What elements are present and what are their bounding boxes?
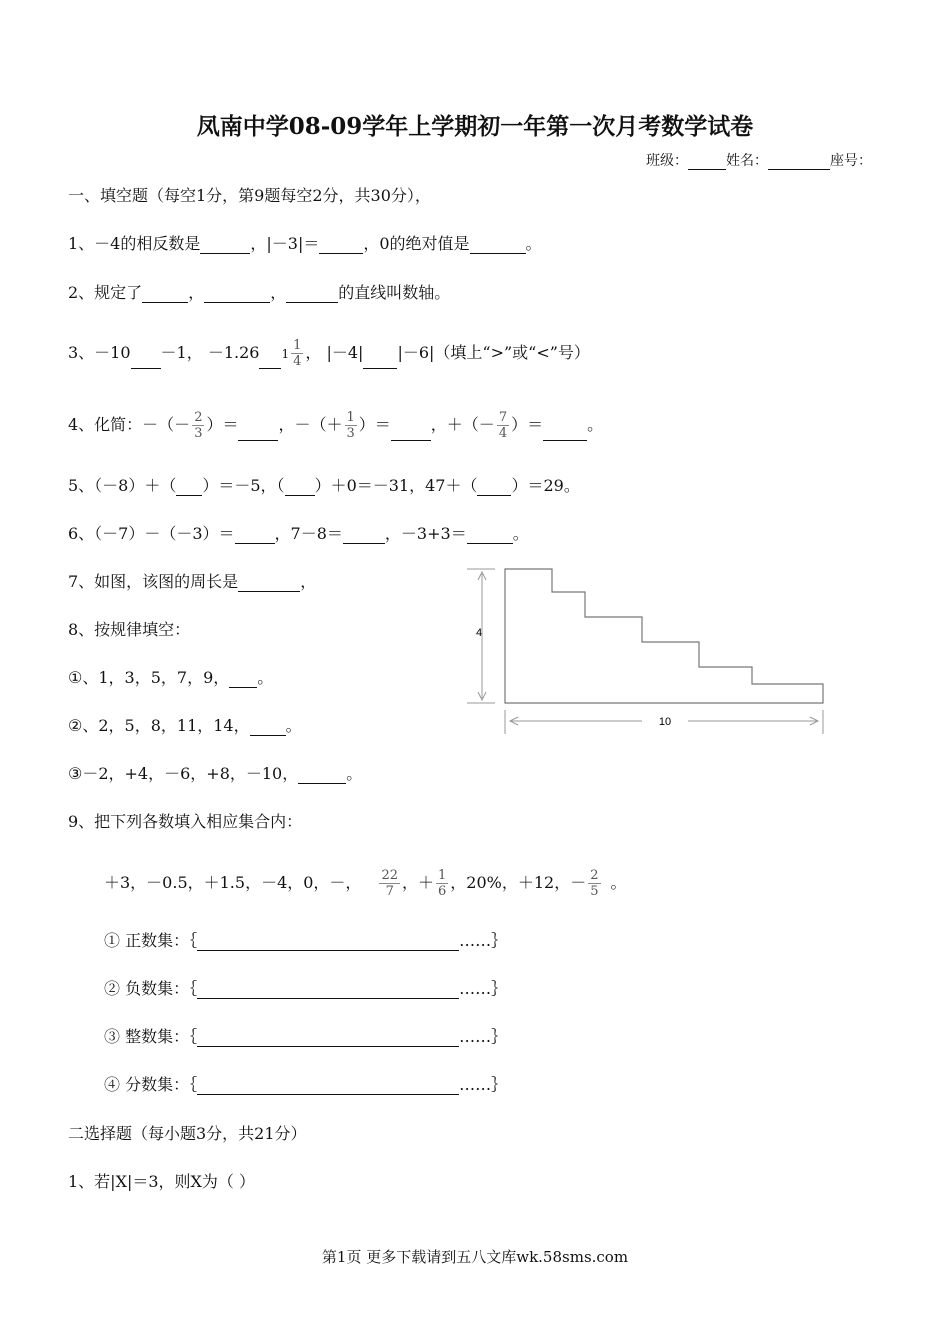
section2-heading: 二选择题（每小题3分，共21分） [68, 1124, 307, 1143]
fraction: $\frac{22}{7}$ [381, 868, 398, 899]
question-3: 3、－10 －1， －1.26 1 $\frac{1}{4}$ ， |－4| |－6|（填上“>”或“<”号） [68, 338, 590, 369]
class-label: 班级： [646, 153, 688, 169]
set-integer: ③ 整数集：｛ ……｝ [104, 1027, 508, 1046]
set-negative: ② 负数集：｛ ……｝ [104, 979, 508, 998]
question-9-numbers: ＋3，－0.5，＋1.5，－4，0，－， $\frac{22}{7}$ ，＋ $\frac{1}{6}$ ，20%，＋12，－ $\frac{2}{5}$ 。 [104, 868, 627, 899]
staircase-shape [505, 569, 823, 703]
fraction: $\frac{7}{4}$ [498, 410, 508, 441]
width-label: 10 [658, 716, 672, 728]
fraction: $\frac{1}{6}$ [438, 868, 447, 899]
height-label: 4 [475, 627, 483, 639]
name-blank [768, 153, 830, 170]
question-9-heading: 9、把下列各数填入相应集合内： [68, 812, 303, 831]
question-4: 4、化简：－（－ $\frac{2}{3}$ ）＝ ，－（＋ $\frac{1}{3}$ ）＝ ，＋（－ $\frac{7}{4}$ ）＝ 。 [68, 410, 604, 441]
question-6: 6、（－7）－（－3）＝ ，7－8＝ ，－3+3＝ 。 [68, 524, 529, 543]
student-info [646, 150, 872, 170]
question-8-heading: 8、按规律填空： [68, 620, 191, 639]
class-blank [688, 153, 726, 170]
question-2: 2、规定了 ， ， 的直线叫数轴。 [68, 283, 451, 302]
question-8-seq3: ③－2，+4，－6，+8，－10， 。 [68, 764, 363, 783]
staircase-figure [462, 562, 832, 740]
set-positive: ① 正数集：｛ ……｝ [104, 931, 508, 950]
set-fraction: ④ 分数集：｛ ……｝ [104, 1075, 508, 1094]
question-1: 1、－4的相反数是 ，|－3|＝ ，0的绝对值是 。 [68, 234, 542, 253]
fraction: $\frac{1}{3}$ [346, 410, 355, 441]
question-8-seq1: ①、1，3，5，7，9， 。 [68, 668, 274, 687]
seat-label: 座号： [830, 153, 872, 169]
fraction: $\frac{2}{5}$ [590, 868, 599, 899]
section2-question-1: 1、若|X|＝3，则X为（ ） [68, 1172, 256, 1191]
page-title: 凤南中学08-09学年上学期初一年第一次月考数学试卷 [196, 113, 754, 140]
page-footer: 第1页 更多下载请到五八文库wk.58sms.com [321, 1248, 629, 1266]
section1-heading: 一、填空题（每空1分，第9题每空2分，共30分）， [68, 186, 431, 205]
fraction: $\frac{1}{4}$ [293, 338, 302, 369]
fraction: $\frac{2}{3}$ [194, 410, 203, 441]
question-7: 7、如图，该图的周长是 ， [68, 572, 317, 591]
question-8-seq2: ②、2，5，8，11，14， 。 [68, 716, 302, 735]
name-label: 姓名： [726, 153, 768, 169]
question-5: 5、（－8）＋（ ）＝－5，（ ）＋0＝－31，47＋（ ）＝29。 [68, 476, 580, 495]
